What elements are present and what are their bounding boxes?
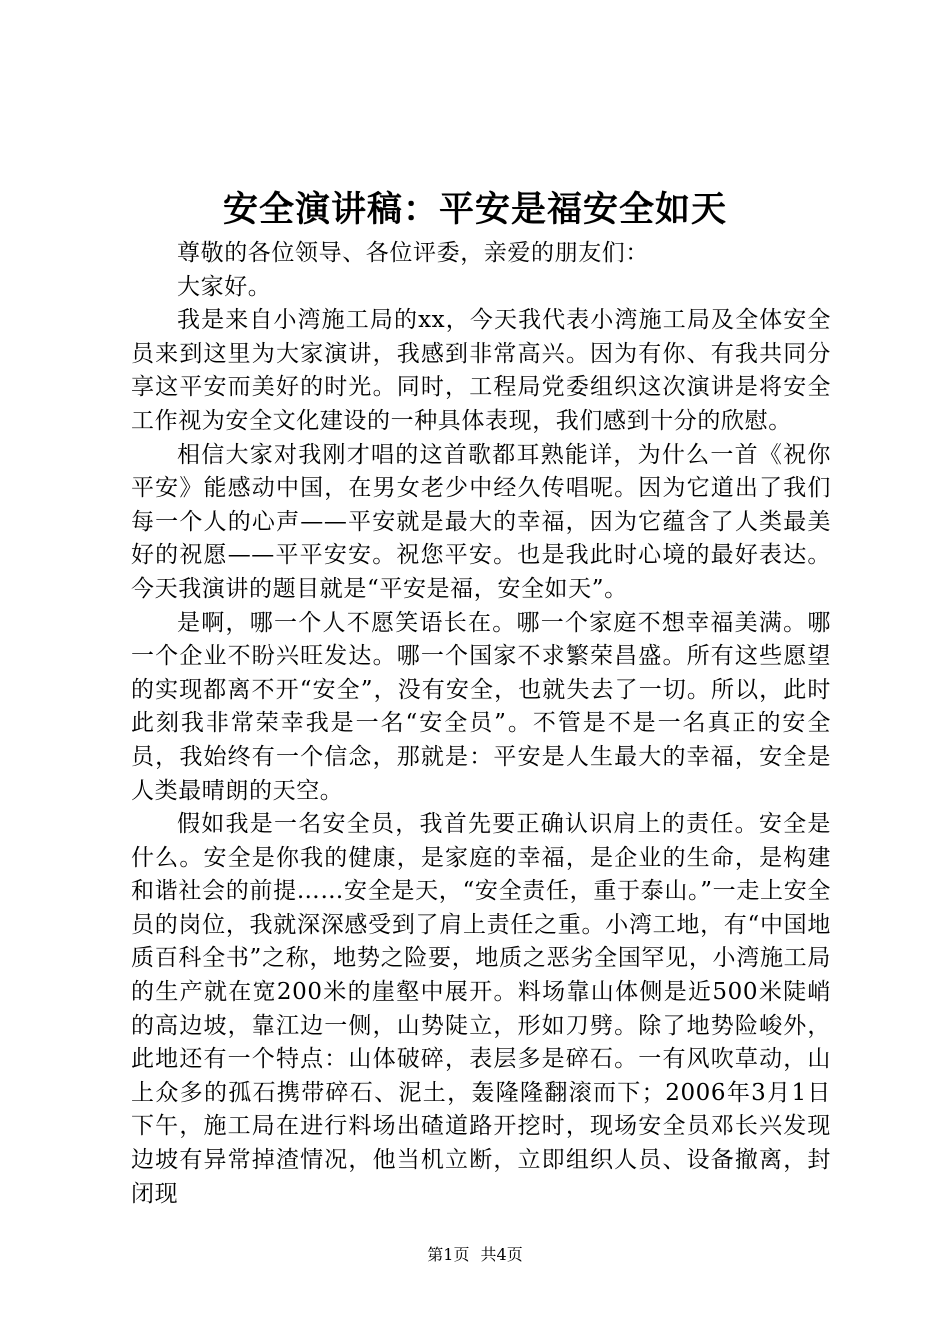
page-total: 共4页 (480, 1245, 523, 1264)
document-title: 安全演讲稿：平安是福安全如天 (222, 189, 727, 230)
page-number: 第1页 (427, 1245, 470, 1264)
document-body (131, 237, 831, 1211)
page-footer (0, 1244, 950, 1266)
body-paragraph: 假如我是一名安全员，我首先要正确认识肩上的责任。安全是什么。安全是你我的健康，是家庭的幸福，是企业的生命，是构建和谐社会的前提……安全是天，“安全责任，重于泰山。”一走上安全员的岗位，我就深深感受到了肩上责任之重。小湾工地，有“中国地质百科全书”之称，地势之险要，地质之恶劣全国罕见，小湾施工局的生产就在宽200米的崖壑中展开。料场靠山体侧是近500米陡峭的高边坡，靠江边一侧，山势陡立，形如刀劈。除了地势险峻外，此地还有一个特点：山体破碎，表层多是碎石。一有风吹草动，山上众多的孤石携带碎石、泥土，轰隆隆翻滚而下；2006年3月1日下午，施工局在进行料场出碴道路开挖时，现场安全员邓长兴发现边坡有异常掉渣情况，他当机立断，立即组织人员、设备撤离，封闭现 (131, 811, 831, 1207)
greeting-paragraph: 大家好。 (177, 273, 272, 300)
salutation-paragraph: 尊敬的各位领导、各位评委，亲爱的朋友们： (177, 240, 649, 266)
body-paragraph: 我是来自小湾施工局的xx，今天我代表小湾施工局及全体安全员来到这里为大家演讲，我感到非常高兴。因为有你、有我共同分享这平安而美好的时光。同时，工程局党委组织这次演讲是将安全工作视为安全文化建设的一种具体表现，我们感到十分的欣慰。 (131, 307, 831, 434)
body-paragraph: 相信大家对我刚才唱的这首歌都耳熟能详，为什么一首《祝你平安》能感动中国，在男女老少中经久传唱呢。因为它道出了我们每一个人的心声——平安就是最大的幸福，因为它蕴含了人类最美好的祝愿——平平安安。祝您平安。也是我此时心境的最好表达。今天我演讲的题目就是“平安是福，安全如天”。 (131, 441, 831, 602)
body-paragraph: 是啊，哪一个人不愿笑语长在。哪一个家庭不想幸福美满。哪一个企业不盼兴旺发达。哪一个国家不求繁荣昌盛。所有这些愿望的实现都离不开“安全”，没有安全，也就失去了一切。所以，此时此刻我非常荣幸我是一名“安全员”。不管是不是一名真正的安全员，我始终有一个信念，那就是：平安是人生最大的幸福，安全是人类最晴朗的天空。 (131, 609, 831, 804)
